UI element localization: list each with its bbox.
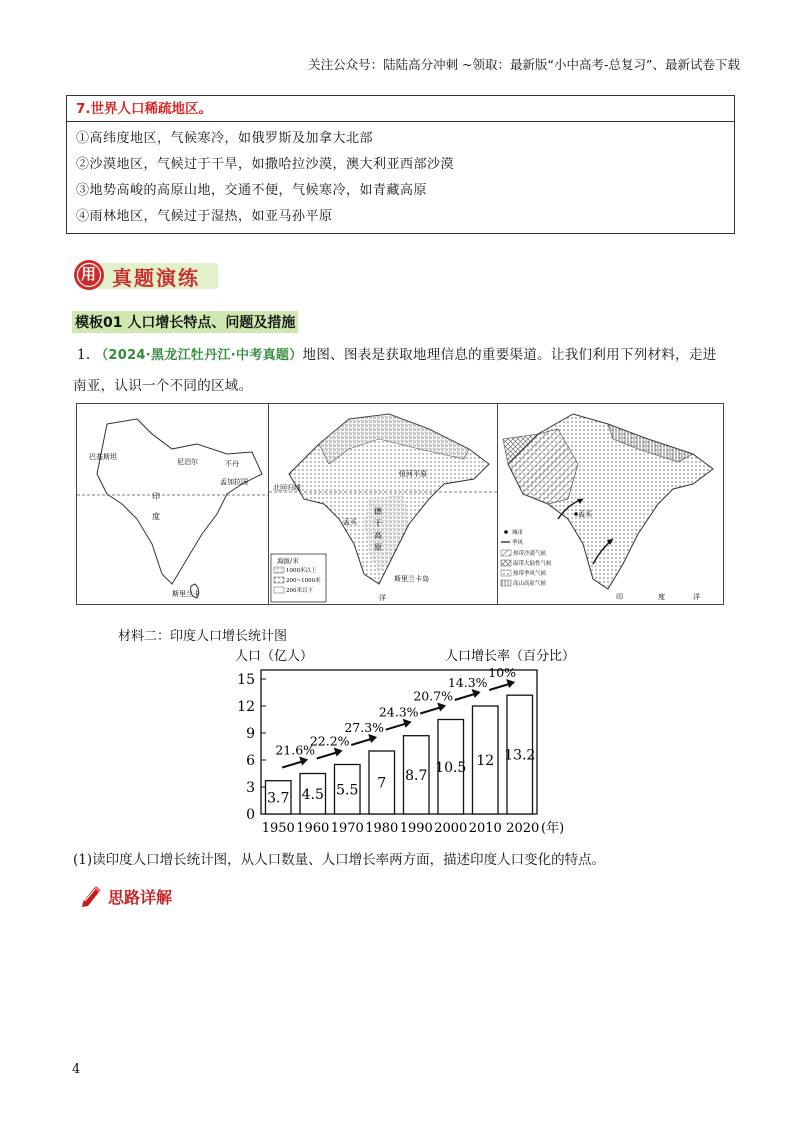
- bar-value-label: 3.7: [267, 790, 290, 807]
- x-tick-label: 2010: [468, 821, 502, 836]
- question-line-1: [77, 343, 717, 363]
- y-tick-label: 15: [237, 672, 255, 688]
- map3-legend-item: 热带季风气候: [513, 571, 547, 577]
- box-title: 7.世界人口稀疏地区。: [67, 96, 734, 122]
- page-header: 关注公众号：陆陆高分冲刺 ~领取：最新版“小中高考-总复习”、最新试卷下载: [308, 57, 740, 72]
- growth-arrow: [386, 724, 406, 730]
- map1-label: 印: [152, 492, 160, 501]
- sub-question: (1)读印度人口增长统计图，从人口数量、人口增长率两方面，描述印度人口变化的特点。: [73, 852, 606, 868]
- map2-label: 北回归线: [273, 484, 301, 492]
- map3-legend-item: 城市: [512, 530, 524, 536]
- x-unit-label: (年): [541, 821, 565, 836]
- map2-label: 原: [374, 543, 382, 552]
- bar-value-label: 7: [377, 775, 387, 792]
- map1-label: 斯里兰卡: [172, 590, 200, 598]
- map1-label: 尼泊尔: [177, 458, 198, 466]
- box-item-4: ④雨林地区，气候过于湿热，如亚马孙平原: [76, 209, 333, 224]
- x-tick-label: 2000: [434, 821, 468, 836]
- pencil-icon: [80, 884, 104, 908]
- x-tick-label: 1970: [330, 821, 364, 836]
- question-source: （2024·黑龙江牡丹江·中考真题）: [95, 348, 303, 363]
- map2-label: 孟买: [343, 518, 357, 526]
- section-badge: [72, 257, 222, 293]
- map3-label: 印: [616, 593, 623, 601]
- map3-legend-item: 高山高原气候: [513, 581, 547, 587]
- material2-label: 材料二：印度人口增长统计图: [118, 629, 288, 644]
- map1-label: 不丹: [225, 460, 239, 468]
- x-tick-label: 1980: [365, 821, 399, 836]
- bar-value-label: 10.5: [435, 759, 467, 776]
- box-item-3: ③地势高峻的高原山地，交通不便，气候寒冷，如青藏高原: [76, 183, 428, 198]
- map1-label: 巴基斯坦: [89, 453, 117, 461]
- map3-label: 孟买: [578, 510, 592, 518]
- chart-ylabel: 人口（亿人）: [235, 649, 314, 664]
- template-title: 模板01 人口增长特点、问题及措施: [72, 311, 298, 333]
- x-tick-label: 1960: [296, 821, 330, 836]
- x-tick-label: 1990: [399, 821, 433, 836]
- bar-value-label: 5.5: [336, 782, 359, 799]
- question-text-2: 南亚，认识一个不同的区域。: [73, 378, 253, 394]
- map2-label: 洋: [379, 594, 386, 602]
- analysis-label: 思路详解: [108, 888, 173, 907]
- map-south-asia-countries: [76, 403, 269, 605]
- growth-rate-label: 10%: [488, 665, 517, 680]
- growth-rate-label: 22.2%: [309, 733, 350, 749]
- map1-label: 孟加拉国: [220, 478, 248, 486]
- growth-rate-label: 24.3%: [378, 704, 419, 720]
- growth-arrow: [420, 708, 440, 714]
- map2-legend-item: 200~1000米: [286, 578, 321, 584]
- growth-arrow: [317, 753, 337, 759]
- map3-label: 度: [658, 593, 665, 601]
- map2-legend-item: 1000米以上: [286, 568, 317, 574]
- bar-value-label: 4.5: [301, 786, 324, 803]
- map2-label: 干: [374, 519, 382, 528]
- map2-legend-item: 200米以下: [286, 588, 313, 594]
- chart-y2label: 人口增长率（百分比）: [445, 649, 576, 664]
- map2-legend-title: 海拔/米: [277, 557, 299, 565]
- badge-icon-char: 用: [81, 265, 97, 283]
- map3-legend-item: 季风: [512, 540, 524, 546]
- page-number: 4: [72, 1062, 81, 1077]
- growth-arrow: [351, 739, 371, 745]
- map-south-asia-climate: [497, 403, 724, 605]
- y-tick-label: 6: [246, 753, 255, 769]
- badge-label: 真题演练: [112, 266, 200, 290]
- x-tick-label: 2020: [506, 821, 540, 836]
- map3-label: 洋: [693, 593, 700, 601]
- y-tick-label: 12: [237, 699, 255, 715]
- bar-value-label: 8.7: [405, 767, 428, 784]
- y-tick-label: 3: [246, 780, 255, 796]
- box-item-1: ①高纬度地区，气候寒冷，如俄罗斯及加拿大北部: [76, 131, 374, 146]
- map3-legend-item: 温带大陆性气候: [513, 561, 552, 567]
- map2-label: 高: [374, 531, 382, 540]
- map2-label: 恒河平原: [399, 470, 427, 478]
- bar-value-label: 12: [476, 753, 495, 769]
- growth-arrow: [455, 694, 475, 700]
- bar-value-label: 13.2: [504, 747, 536, 764]
- growth-arrow: [282, 762, 302, 768]
- map-south-asia-terrain: [268, 403, 498, 605]
- x-tick-label: 1950: [261, 821, 295, 836]
- question-text-1: 地图、图表是获取地理信息的重要渠道。让我们利用下列材料，走进: [302, 347, 717, 363]
- y-tick-label: 0: [246, 807, 255, 823]
- map2-label: 斯里兰卡岛: [394, 575, 429, 583]
- y-tick-label: 9: [246, 726, 255, 742]
- growth-rate-label: 27.3%: [344, 720, 385, 735]
- growth-rate-label: 21.6%: [275, 742, 316, 758]
- growth-rate-label: 20.7%: [413, 688, 454, 704]
- map3-legend-item: 热带沙漠气候: [513, 551, 547, 557]
- box-item-2: ②沙漠地区，气候过于干旱，如撒哈拉沙漠，澳大利亚西部沙漠: [76, 157, 455, 172]
- analysis-header: [80, 884, 173, 910]
- question-number: 1.: [77, 347, 91, 363]
- sparse-population-box: [66, 95, 735, 234]
- growth-arrow: [489, 684, 509, 690]
- growth-rate-label: 14.3%: [447, 675, 488, 690]
- india-population-chart: [225, 642, 595, 842]
- map1-label: 度: [152, 512, 160, 521]
- map2-label: 德: [374, 507, 382, 516]
